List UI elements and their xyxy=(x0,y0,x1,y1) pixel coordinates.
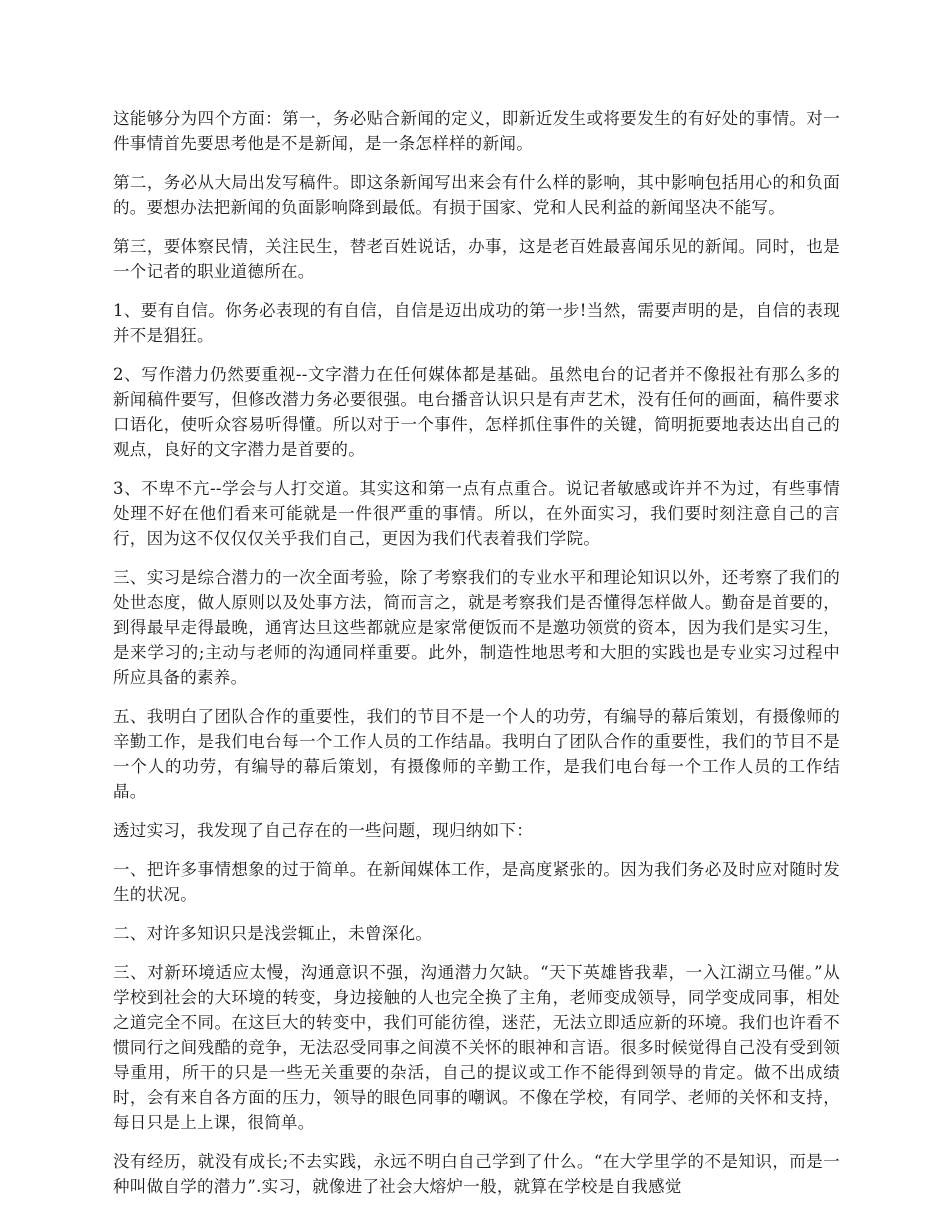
paragraph: 五、我明白了团队合作的重要性，我们的节目不是一个人的功劳，有编导的幕后策划，有摄像师的辛勤工作，是我们电台每一个工作人员的工作结晶。我明白了团队合作的重要性，我们的节目不是一个人的功劳，有编导的幕后策划，有摄像师的辛勤工作，是我们电台每一个工作人员的工作结晶。 xyxy=(113,707,840,801)
paragraph: 这能够分为四个方面：第一，务必贴合新闻的定义，即新近发生或将要发生的有好处的事情。对一件事情首先要思考他是不是新闻，是一条怎样样的新闻。 xyxy=(113,109,840,153)
paragraph: 三、对新环境适应太慢，沟通意识不强，沟通潜力欠缺。“天下英雄皆我辈，一入江湖立马催。”从学校到社会的大环境的转变，身边接触的人也完全换了主角，老师变成领导，同学变成同事，相处之道完全不同。在这巨大的转变中，我们可能彷徨，迷茫，无法立即适应新的环境。我们也许看不惯同行之间残酷的竞争，无法忍受同事之间漠不关怀的眼神和言语。很多时候觉得自己没有受到领导重用，所干的只是一些无关重要的杂活，自己的提议或工作不能得到领导的肯定。做不出成绩时，会有来自各方面的压力，领导的眼色同事的嘲讽。不像在学校，有同学、老师的关怀和支持，每日只是上上课，很简单。 xyxy=(113,963,840,1132)
paragraph: 二、对许多知识只是浅尝辄止，未曾深化。 xyxy=(113,924,433,943)
document-body xyxy=(113,106,840,1213)
paragraph: 一、把许多事情想象的过于简单。在新闻媒体工作，是高度紧张的。因为我们务必及时应对随时发生的状况。 xyxy=(113,860,840,904)
paragraph: 1、要有自信。你务必表现的有自信，自信是迈出成功的第一步!当然，需要声明的是，自信的表现并不是猖狂。 xyxy=(113,301,840,345)
paragraph: 第二，务必从大局出发写稿件。即这条新闻写出来会有什么样的影响，其中影响包括用心的和负面的。要想办法把新闻的负面影响降到最低。有损于国家、党和人民利益的新闻坚决不能写。 xyxy=(113,173,840,217)
paragraph: 透过实习，我发现了自己存在的一些问题，现归纳如下： xyxy=(113,821,533,840)
paragraph: 第三，要体察民情，关注民生，替老百姓说话，办事，这是老百姓最喜闻乐见的新闻。同时，也是一个记者的职业道德所在。 xyxy=(113,237,840,281)
paragraph: 三、实习是综合潜力的一次全面考验，除了考察我们的专业水平和理论知识以外，还考察了我们的处世态度，做人原则以及处事方法，简而言之，就是考察我们是否懂得怎样做人。勤奋是首要的，到得最早走得最晚，通宵达旦这些都就应是家常便饭而不是邀功领赏的资本，因为我们是实习生，是来学习的;主动与老师的沟通同样重要。此外，制造性地思考和大胆的实践也是专业实习过程中所应具备的素养。 xyxy=(113,568,840,687)
paragraph: 没有经历，就没有成长;不去实践，永远不明白自己学到了什么。“在大学里学的不是知识，而是一种叫做自学的潜力”.实习，就像进了社会大熔炉一般，就算在学校是自我感觉 xyxy=(113,1152,840,1196)
paragraph: 2、写作潜力仍然要重视--文字潜力在任何媒体都是基础。虽然电台的记者并不像报社有那么多的新闻稿件要写，但修改潜力务必要很强。电台播音认识只是有声艺术，没有任何的画面，稿件要求口语化，使听众容易听得懂。所以对于一个事件，怎样抓住事件的关键，简明扼要地表达出自己的观点，良好的文字潜力是首要的。 xyxy=(113,365,840,459)
paragraph: 3、不卑不亢--学会与人打交道。其实这和第一点有点重合。说记者敏感或许并不为过，有些事情处理不好在他们看来可能就是一件很严重的事情。所以，在外面实习，我们要时刻注意自己的言行，因为这不仅仅仅关乎我们自己，更因为我们代表着我们学院。 xyxy=(113,479,840,548)
